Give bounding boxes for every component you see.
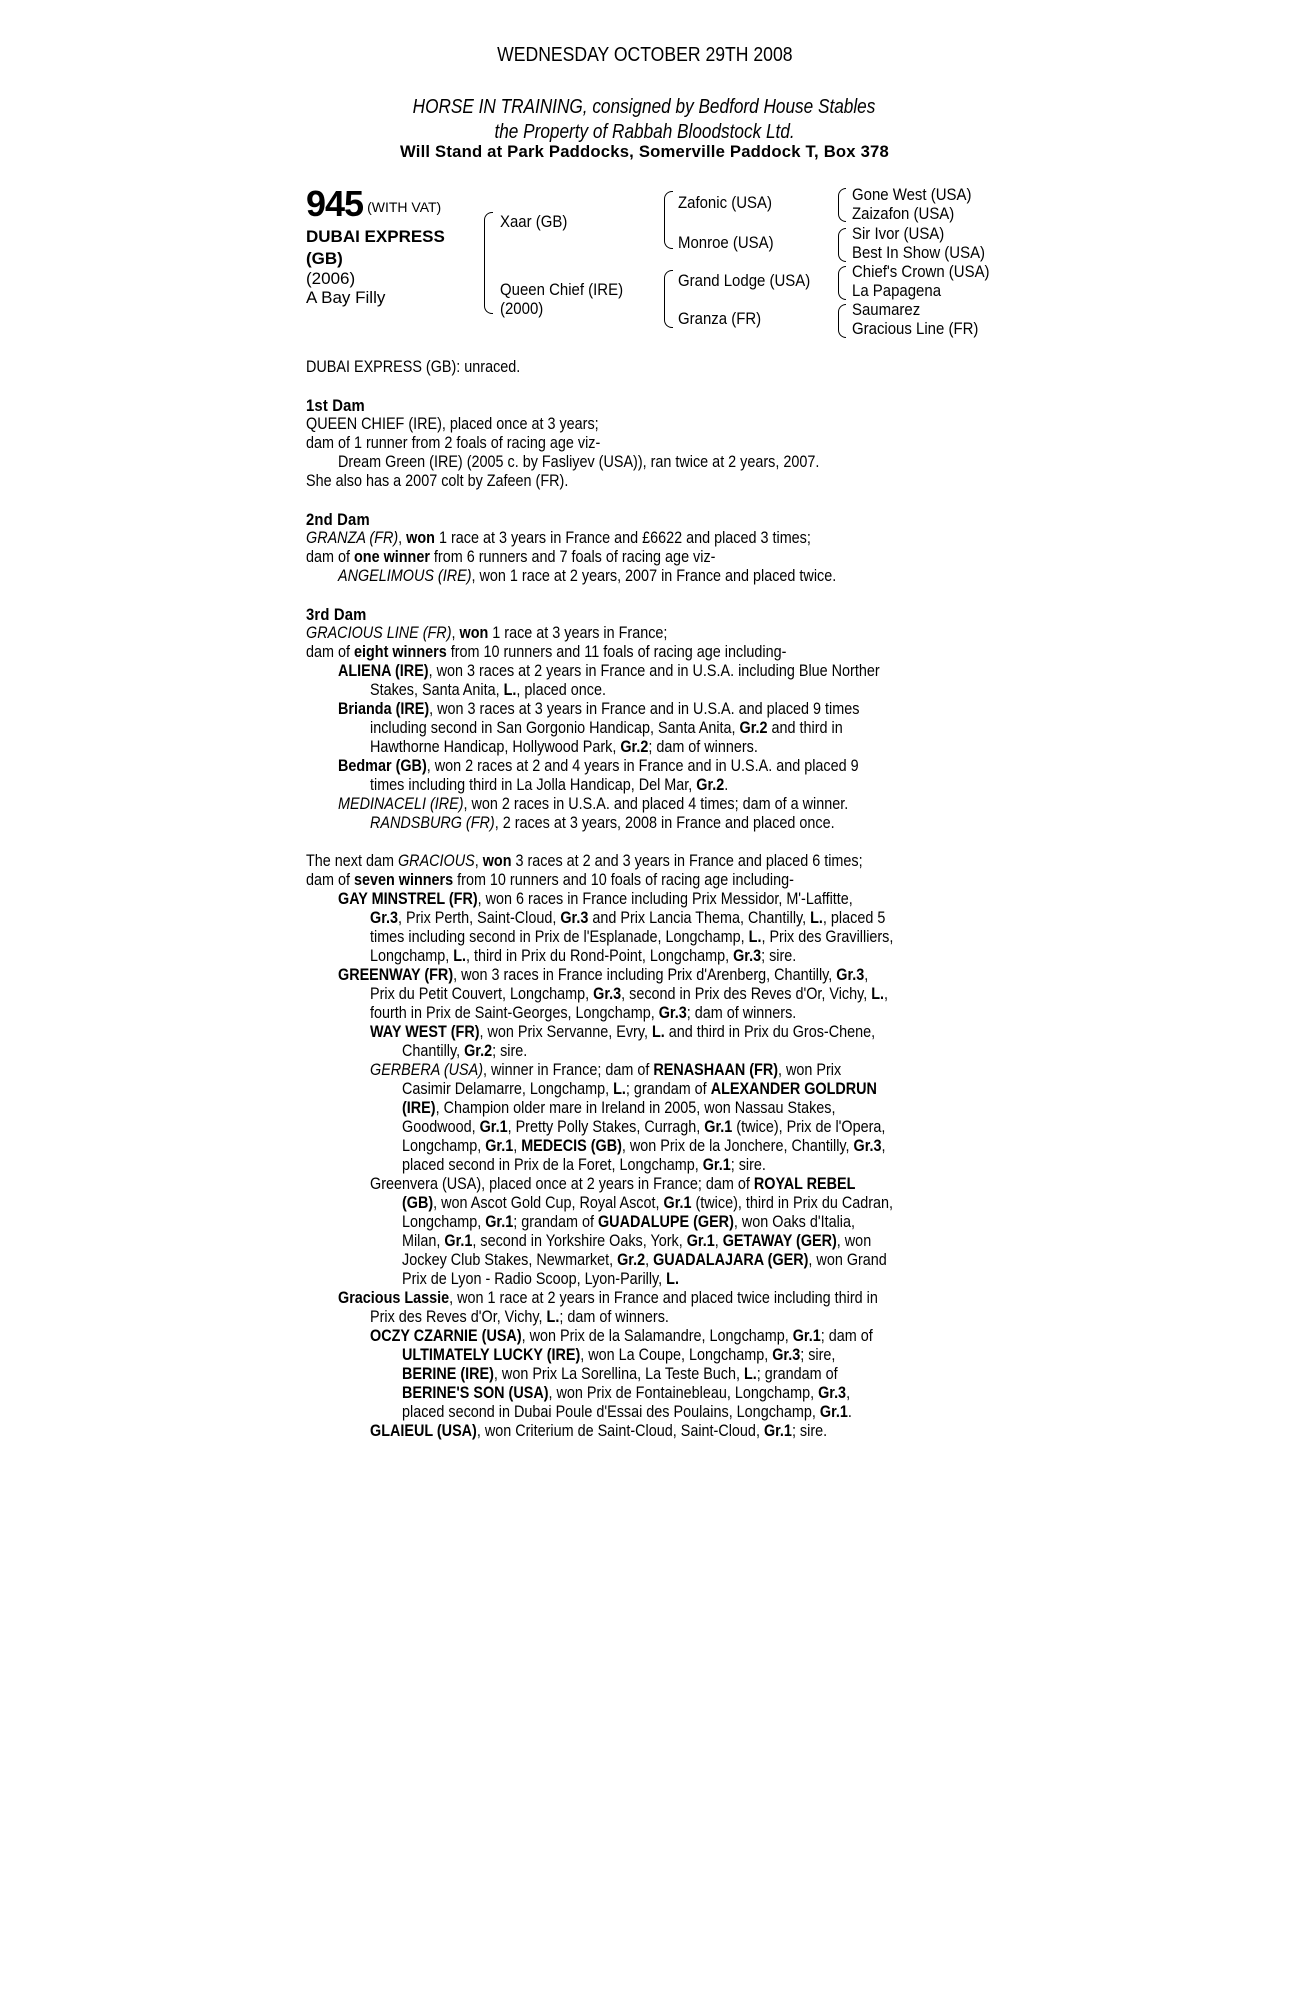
pedigree-brace [664,270,673,328]
dam-text: GLAIEUL (USA), won Criterium de Saint-Cloud, Saint-Cloud, Gr.1; sire. [370,1422,828,1440]
dam-text: GRACIOUS LINE (FR), won 1 race at 3 years in France; [306,624,668,642]
pedigree-dam-year: (2000) [500,299,544,318]
dam-text: RANDSBURG (FR), 2 races at 3 years, 2008 in France and placed once. [370,814,835,832]
horse-country: (GB) [306,249,343,268]
dam-text: GREENWAY (FR), won 3 races in France including Prix d'Arenberg, Chantilly, Gr.3, [338,966,869,984]
dam-text: (IRE), Champion older mare in Ireland in 2005, won Nassau Stakes, [402,1099,836,1117]
dam-text: times including third in La Jolla Handicap, Del Mar, Gr.2. [370,776,729,794]
pedigree-sire: Xaar (GB) [500,212,568,231]
dam-text: BERINE (IRE), won Prix La Sorellina, La Teste Buch, L.; grandam of [402,1365,838,1383]
pedigree-dam: Queen Chief (IRE) [500,280,624,299]
section-heading-2nd-dam: 2nd Dam [306,510,370,529]
pedigree-ddd: Gracious Line (FR) [852,319,979,338]
dam-text: WAY WEST (FR), won Prix Servanne, Evry, L. and third in Prix du Gros-Chene, [370,1023,876,1041]
dam-text: Casimir Delamarre, Longchamp, L.; grandam of ALEXANDER GOLDRUN [402,1080,877,1098]
dam-text: Prix du Petit Couvert, Longchamp, Gr.3, second in Prix des Reves d'Or, Vichy, L., [370,985,889,1003]
horse-name: DUBAI EXPRESS [306,227,445,246]
lot-property: the Property of Rabbah Bloodstock Ltd. [494,121,795,143]
dam-text: Gr.3, Prix Perth, Saint-Cloud, Gr.3 and Prix Lancia Thema, Chantilly, L., placed 5 [370,909,886,927]
race-record: DUBAI EXPRESS (GB): unraced. [306,358,521,376]
pedigree-brace [838,304,846,338]
dam-text: Jockey Club Stakes, Newmarket, Gr.2, GUADALAJARA (GER), won Grand [402,1251,887,1269]
dam-text: fourth in Prix de Saint-Georges, Longchamp, Gr.3; dam of winners. [370,1004,797,1022]
dam-text: ULTIMATELY LUCKY (IRE), won La Coupe, Longchamp, Gr.3; sire, [402,1346,836,1364]
dam-text: Dream Green (IRE) (2005 c. by Fasliyev (USA)), ran twice at 2 years, 2007. [338,453,820,471]
pedigree-brace [838,266,846,300]
lot-vat: (WITH VAT) [367,199,442,215]
pedigree-dss: Chief's Crown (USA) [852,262,990,281]
pedigree-sire-dam: Monroe (USA) [678,233,774,252]
pedigree-sire-sire: Zafonic (USA) [678,193,772,212]
dam-text: times including second in Prix de l'Esplanade, Longchamp, L., Prix des Gravilliers, [370,928,894,946]
dam-text: MEDINACELI (IRE), won 2 races in U.S.A. and placed 4 times; dam of a winner. [338,795,849,813]
dam-text: The next dam GRACIOUS, won 3 races at 2 and 3 years in France and placed 6 times; [306,852,863,870]
dam-text: Chantilly, Gr.2; sire. [402,1042,528,1060]
section-heading-3rd-dam: 3rd Dam [306,605,367,624]
pedigree-sss: Gone West (USA) [852,185,972,204]
dam-text: Stakes, Santa Anita, L., placed once. [370,681,606,699]
dam-text: placed second in Prix de la Foret, Longchamp, Gr.1; sire. [402,1156,766,1174]
horse-description: A Bay Filly [306,288,386,307]
pedigree-brace [664,191,673,249]
dam-text: (GB), won Ascot Gold Cup, Royal Ascot, Gr.1 (twice), third in Prix du Cadran, [402,1194,894,1212]
pedigree-sds: Sir Ivor (USA) [852,224,945,243]
pedigree-dsd: La Papagena [852,281,942,300]
dam-text: Bedmar (GB), won 2 races at 2 and 4 years in France and in U.S.A. and placed 9 [338,757,859,775]
dam-text: ALIENA (IRE), won 3 races at 2 years in France and in U.S.A. including Blue Norther [338,662,880,680]
dam-text: Prix des Reves d'Or, Vichy, L.; dam of winners. [370,1308,669,1326]
dam-text: placed second in Dubai Poule d'Essai des Poulains, Longchamp, Gr.1. [402,1403,852,1421]
pedigree-ssd: Zaizafon (USA) [852,204,955,223]
dam-text: Longchamp, L., third in Prix du Rond-Point, Longchamp, Gr.3; sire. [370,947,797,965]
dam-text: Longchamp, Gr.1; grandam of GUADALUPE (GER), won Oaks d'Italia, [402,1213,855,1231]
dam-text: Prix de Lyon - Radio Scoop, Lyon-Parilly, L. [402,1270,679,1288]
dam-text: GERBERA (USA), winner in France; dam of RENASHAAN (FR), won Prix [370,1061,842,1079]
dam-text: Hawthorne Handicap, Hollywood Park, Gr.2; dam of winners. [370,738,758,756]
dam-text: dam of seven winners from 10 runners and 10 foals of racing age including- [306,871,794,889]
dam-text: Goodwood, Gr.1, Pretty Polly Stakes, Curragh, Gr.1 (twice), Prix de l'Opera, [402,1118,886,1136]
dam-text: ANGELIMOUS (IRE), won 1 race at 2 years, 2007 in France and placed twice. [338,567,837,585]
pedigree-brace [838,228,846,262]
dam-text: including second in San Gorgonio Handicap, Santa Anita, Gr.2 and third in [370,719,843,737]
dam-text: BERINE'S SON (USA), won Prix de Fontainebleau, Longchamp, Gr.3, [402,1384,851,1402]
lot-identity [306,183,445,307]
sale-date: WEDNESDAY OCTOBER 29TH 2008 [496,44,793,66]
lot-number: 945 (WITH VAT) [306,183,442,224]
dam-text: QUEEN CHIEF (IRE), placed once at 3 years; [306,415,599,433]
horse-year: (2006) [306,269,356,288]
dam-text: Greenvera (USA), placed once at 2 years in France; dam of ROYAL REBEL [370,1175,856,1193]
dam-text: Longchamp, Gr.1, MEDECIS (GB), won Prix de la Jonchere, Chantilly, Gr.3, [402,1137,886,1155]
dam-text: OCZY CZARNIE (USA), won Prix de la Salamandre, Longchamp, Gr.1; dam of [370,1327,873,1345]
dam-text: GRANZA (FR), won 1 race at 3 years in France and £6622 and placed 3 times; [306,529,811,547]
lot-consignor: HORSE IN TRAINING, consigned by Bedford House Stables [413,96,876,118]
dam-text: dam of eight winners from 10 runners and 11 foals of racing age including- [306,643,787,661]
dam-text: dam of 1 runner from 2 foals of racing age viz- [306,434,601,452]
dam-text: GAY MINSTREL (FR), won 6 races in France including Prix Messidor, M'-Laffitte, [338,890,853,908]
section-heading-1st-dam: 1st Dam [306,396,365,415]
dam-text: Brianda (IRE), won 3 races at 3 years in France and in U.S.A. and placed 9 times [338,700,860,718]
pedigree-dam-sire: Grand Lodge (USA) [678,271,811,290]
dam-text: Gracious Lassie, won 1 race at 2 years in France and placed twice including third in [338,1289,878,1307]
pedigree-dds: Saumarez [852,300,921,319]
pedigree-dam-dam: Granza (FR) [678,309,762,328]
lot-stand: Will Stand at Park Paddocks, Somerville Paddock T, Box 378 [400,142,889,161]
pedigree-brace [484,212,493,314]
dam-text: She also has a 2007 colt by Zafeen (FR). [306,472,569,490]
dam-text: Milan, Gr.1, second in Yorkshire Oaks, York, Gr.1, GETAWAY (GER), won [402,1232,872,1250]
dam-text: dam of one winner from 6 runners and 7 foals of racing age viz- [306,548,716,566]
pedigree-brace [838,188,846,222]
pedigree-sdd: Best In Show (USA) [852,243,986,262]
